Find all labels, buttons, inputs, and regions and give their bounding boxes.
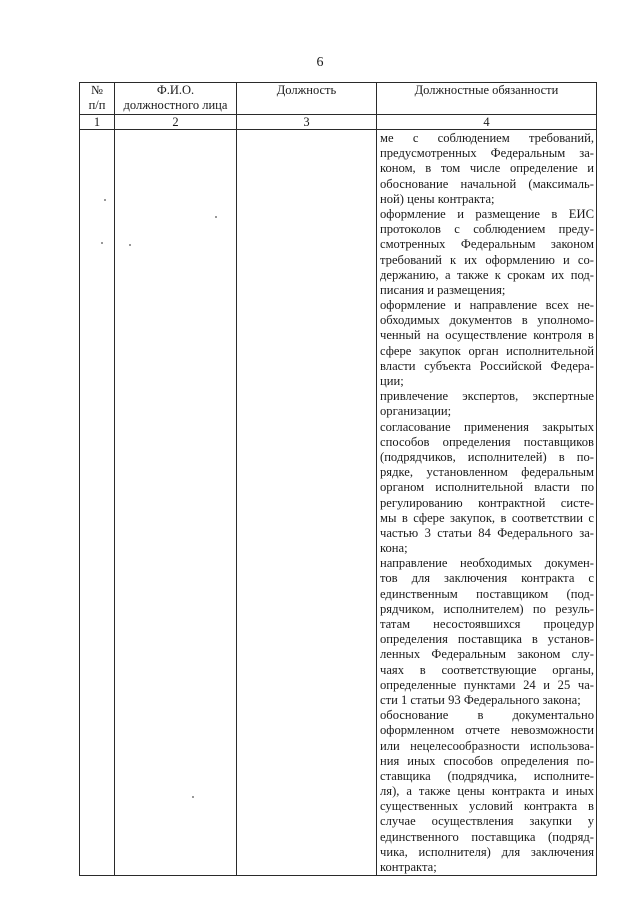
duties-line: направление необходимых докумен- — [380, 556, 594, 571]
duties-line: протоколов с соблюдением преду- — [380, 222, 594, 237]
table-row — [80, 130, 597, 876]
duties-line: определенные пунктами 24 и 25 ча- — [380, 677, 594, 692]
duties-line: единственного поставщика (подряд- — [380, 829, 594, 844]
header-duties-label: Должностные обязанности — [414, 83, 559, 97]
scan-speck — [215, 216, 217, 218]
duties-line: случае осуществления закупки у — [380, 814, 594, 829]
column-number-row — [80, 115, 597, 130]
header-number-line2: п/п — [88, 98, 106, 112]
duties-line: тов для заключения контракта с — [380, 571, 594, 586]
position-cell — [237, 130, 377, 876]
page-number: 6 — [316, 55, 324, 70]
scan-speck — [104, 199, 106, 201]
header-full-name-line2: должностного лица — [123, 98, 228, 112]
duties-line: рядке, установленном федеральным — [380, 465, 594, 480]
duties-cell — [377, 130, 597, 876]
duties-line: обходимых документов в уполномо- — [380, 313, 594, 328]
duties-line: чика, исполнителя) для заключения — [380, 844, 594, 859]
duties-line: оформление и размещение в ЕИС — [380, 206, 594, 221]
duties-line: требований к их оформлению и со- — [380, 252, 594, 267]
duties-line: организации; — [380, 404, 452, 419]
duties-table — [79, 82, 597, 876]
header-number — [80, 83, 115, 115]
duties-line: ченный на осуществление контроля в — [380, 328, 594, 343]
duties-line: смотренных Федеральным законом — [380, 237, 594, 252]
duties-line: обоснование начальной (максималь- — [380, 176, 594, 191]
duties-line: татам несостоявшихся процедур — [380, 617, 594, 631]
header-full-name — [115, 83, 237, 115]
duties-line: (подрядчиков, исполнителей) в по- — [380, 449, 594, 464]
duties-line: ме с соблюдением требований, — [380, 131, 594, 145]
scan-speck — [101, 242, 103, 244]
duties-line: власти субъекта Российской Федера- — [380, 358, 594, 373]
duties-line: регулированию контрактной систе- — [380, 495, 594, 510]
duties-line: чаях в соответствующие органы, — [380, 662, 594, 677]
duties-text — [377, 130, 596, 875]
duties-line: определения поставщика в установ- — [380, 632, 594, 647]
duties-line: ставщика (подрядчика, исполните- — [380, 768, 594, 783]
scan-speck — [129, 244, 131, 246]
header-duties — [377, 83, 597, 115]
duties-line: оформление и направление всех не- — [380, 298, 594, 313]
duties-line: предусмотренных Федеральным за- — [380, 146, 594, 161]
column-number-1: 1 — [80, 115, 115, 130]
duties-line: контракта; — [380, 860, 437, 874]
duties-line: кона; — [380, 541, 408, 556]
full-name-cell — [115, 130, 237, 876]
duties-line: привлечение экспертов, экспертные — [380, 389, 594, 404]
column-number-2: 2 — [115, 115, 237, 130]
duties-line: ля), а также цены контракта и иных — [380, 784, 594, 799]
duties-line: оформленном отчете невозможности — [380, 723, 594, 738]
duties-line: существенных условий контракта в — [380, 799, 594, 814]
duties-line: мы в сфере закупок, в соответствии с — [380, 510, 594, 525]
scan-speck — [192, 796, 194, 798]
header-full-name-line1: Ф.И.О. — [156, 83, 195, 97]
duties-line: единственным поставщиком (под- — [380, 586, 594, 601]
number-cell — [80, 130, 115, 876]
header-row — [80, 83, 597, 115]
duties-line: способов определения поставщиков — [380, 434, 594, 449]
duties-line: ции; — [380, 374, 404, 388]
column-number-4: 4 — [377, 115, 597, 130]
header-position-label: Должность — [276, 83, 337, 97]
duties-line: согласование применения закрытых — [380, 419, 594, 434]
duties-line: частью 3 статьи 84 Федерального за- — [380, 525, 594, 540]
duties-line: держанию, а также к срокам их под- — [380, 267, 594, 282]
duties-line: сфере закупок орган исполнительной — [380, 343, 594, 358]
duties-line: или нецелесообразности использова- — [380, 738, 594, 753]
duties-line: ной) цены контракта; — [380, 191, 495, 206]
duties-line: органом исполнительной власти по — [380, 480, 594, 495]
header-position — [237, 83, 377, 115]
duties-line: обоснование в документально — [380, 708, 594, 723]
duties-line: сти 1 статьи 93 Федерального закона; — [380, 692, 581, 707]
duties-line: ния иных способов определения по- — [380, 753, 594, 768]
header-number-line1: № — [91, 83, 103, 97]
duties-line: рядчиком, исполнителем) по резуль- — [380, 601, 594, 616]
column-number-3: 3 — [237, 115, 377, 130]
duties-line: коном, в том числе определение и — [380, 161, 594, 176]
duties-line: ленных Федеральным законом слу- — [380, 647, 594, 662]
duties-line: писания и размещения; — [380, 282, 506, 297]
